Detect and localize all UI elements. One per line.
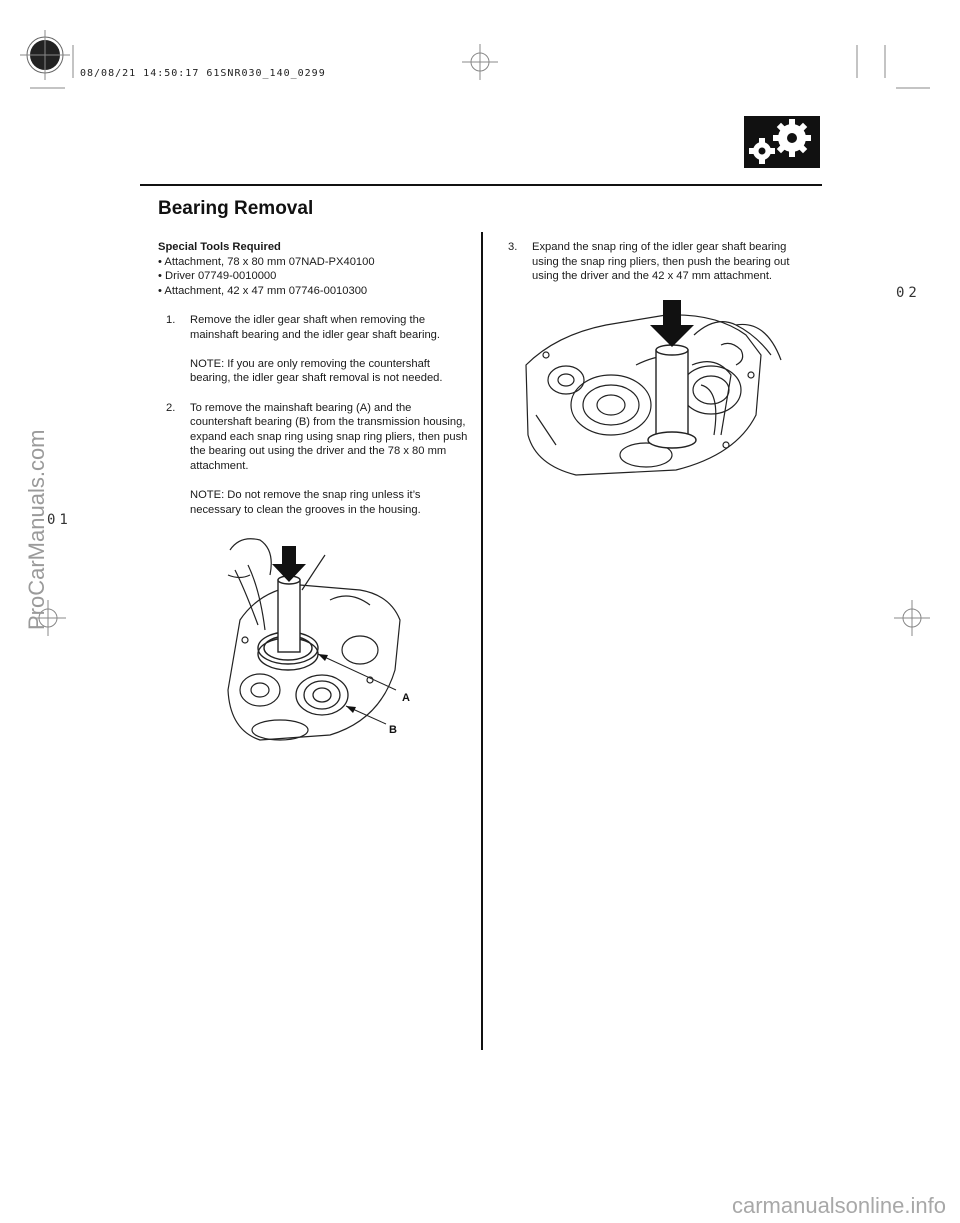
column-divider: [481, 232, 483, 1050]
step-text: To remove the mainshaft bearing (A) and the countershaft bearing (B) from the transmission housing, expand each snap ring using snap ring pliers, then push the bearing out using the driver and the 78 x 80 mm attachment.: [190, 401, 468, 472]
tool-item: • Attachment, 78 x 80 mm 07NAD-PX40100: [158, 255, 375, 268]
registration-target-icon: [20, 30, 70, 80]
margin-code-left: 01: [47, 512, 72, 528]
print-timestamp: 08/08/21 14:50:17 61SNR030_140_0299: [80, 68, 326, 79]
tool-item: • Driver 07749-0010000: [158, 270, 277, 283]
step-number: 2.: [166, 401, 176, 414]
leader-line-a: [318, 654, 396, 690]
driver-tool: [278, 576, 300, 652]
push-arrow-icon: [272, 546, 306, 582]
section-title: Bearing Removal: [158, 198, 314, 219]
step-text: Remove the idler gear shaft when removing the mainshaft bearing and the idler gear shaft bearing.: [190, 313, 441, 341]
pliers-hand: [692, 322, 781, 435]
step-text: Expand the snap ring of the idler gear shaft bearing using the snap ring pliers, then push the bearing out using the driver and the 42 x 47 mm attachment.: [532, 241, 790, 283]
step-2: [166, 401, 468, 474]
step-1: [166, 313, 468, 342]
step-number: 3.: [508, 241, 518, 253]
callout-b: B: [389, 724, 397, 736]
push-arrow-icon: [650, 300, 694, 347]
step-3: [508, 240, 808, 284]
step-2-note: NOTE: Do not remove the snap ring unless it’s necessary to clean the grooves in the housing.: [190, 489, 421, 516]
crosshair-right-icon: [894, 600, 930, 636]
step-number: 1.: [166, 313, 176, 326]
callout-a: A: [402, 692, 410, 704]
special-tools-heading: Special Tools Required: [158, 241, 281, 253]
countershaft-bearing-b: [296, 675, 348, 715]
idler-bearing-illustration: [516, 295, 796, 485]
margin-code-right: 02: [896, 285, 921, 301]
gears-icon: [744, 116, 820, 168]
leader-arrow-a-icon: [318, 654, 328, 661]
left-column: [158, 240, 468, 517]
section-rule: [140, 184, 822, 186]
crosshair-top-icon: [462, 44, 498, 80]
driver-tool: [648, 345, 696, 448]
tool-item: • Attachment, 42 x 47 mm 07746-0010300: [158, 284, 368, 297]
right-column: [508, 240, 808, 284]
watermark-footer: carmanualsonline.info: [731, 1193, 946, 1218]
leader-arrow-b-icon: [346, 706, 356, 713]
mainshaft-bearing-illustration: [220, 530, 420, 745]
step-1-note: NOTE: If you are only removing the countershaft bearing, the idler gear shaft removal is not needed.: [190, 357, 443, 385]
watermark-left: ProCarManuals.com: [24, 429, 49, 630]
